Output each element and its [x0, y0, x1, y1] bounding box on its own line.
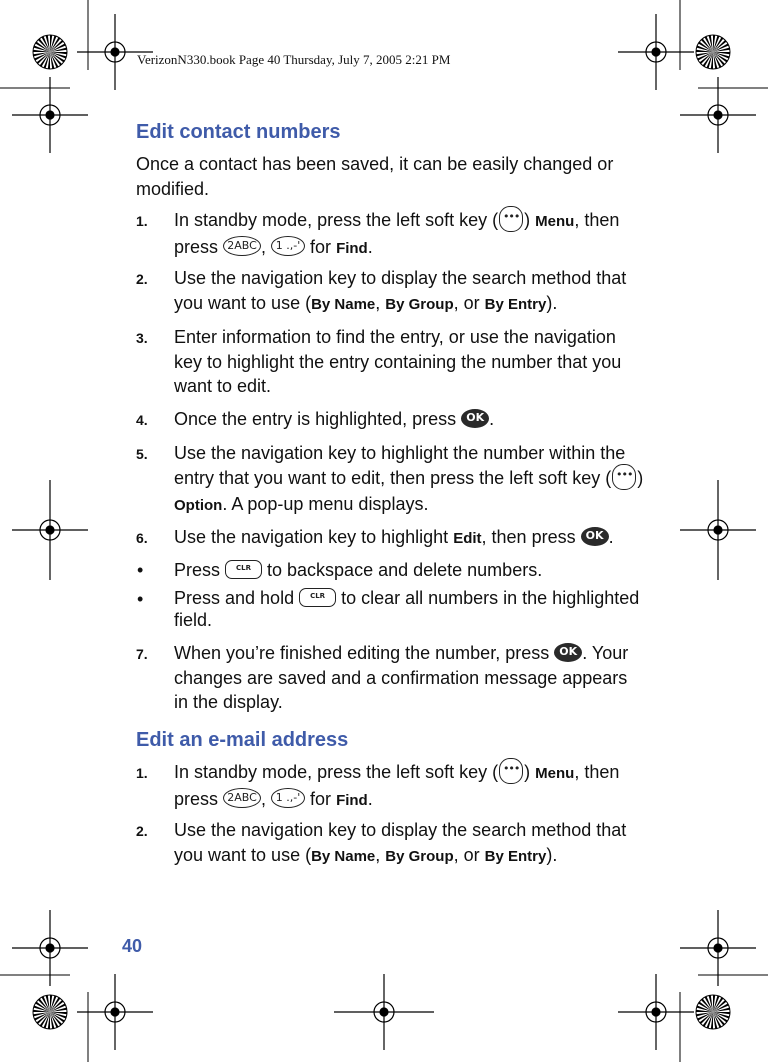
- step-text: Use the navigation key to highlight Edit, then press OK .: [174, 527, 614, 547]
- menu-keyword: Menu: [535, 213, 575, 230]
- bullet-text: Press and hold CLR to clear all numbers in the highlighted field.: [174, 588, 640, 630]
- step-number: 1.: [136, 213, 148, 229]
- step-6: [136, 525, 646, 552]
- step-number: 1.: [136, 765, 148, 781]
- step-number: 2.: [136, 823, 148, 839]
- starburst-mark: [696, 35, 730, 69]
- clr-key-icon: CLR: [299, 588, 336, 607]
- bullet-text: Press CLR to backspace and delete numbers.: [174, 560, 543, 580]
- step-text: Once the entry is highlighted, press OK .: [174, 409, 495, 429]
- step-1: [136, 208, 646, 261]
- by-name-keyword: By Name: [311, 847, 376, 865]
- find-keyword: Find: [336, 791, 368, 809]
- section-intro: Once a contact has been saved, it can be easily changed or modified.: [136, 154, 614, 199]
- bullet-mark: •: [137, 589, 144, 609]
- step-number: 3.: [136, 330, 148, 346]
- bullet-clear-all: [136, 587, 646, 631]
- step-number: 7.: [136, 646, 148, 662]
- step-4: [136, 407, 646, 432]
- step-2: [136, 266, 646, 317]
- ok-key-icon: OK: [581, 527, 609, 546]
- key-1-icon: 1 .,-': [271, 236, 305, 256]
- bullet-mark: •: [137, 560, 144, 580]
- by-entry-keyword: By Entry: [484, 295, 547, 313]
- step-number: 2.: [136, 271, 148, 287]
- key-2-icon: 2ABC: [223, 788, 261, 808]
- email-step-1: [136, 760, 646, 813]
- section-title-edit-email-address: Edit an e-mail address: [136, 729, 349, 751]
- ok-key-icon: OK: [554, 643, 582, 662]
- clr-key-icon: CLR: [225, 560, 262, 579]
- starburst-mark: [33, 995, 67, 1029]
- crosshair-mark: [12, 480, 88, 580]
- crosshair-mark: [618, 14, 694, 90]
- step-number: 4.: [136, 412, 148, 428]
- step-5: [136, 441, 646, 518]
- left-soft-key-icon: •••: [499, 206, 523, 232]
- page-number: 40: [122, 936, 143, 956]
- key-1-icon: 1 .,-': [271, 788, 305, 808]
- by-name-keyword: By Name: [311, 295, 376, 313]
- step-text: When you’re finished editing the number, press OK . Your changes are saved and a confirmation message appears in the display.: [174, 643, 629, 712]
- crosshair-mark: [334, 974, 434, 1050]
- section-title-edit-contact-numbers: Edit contact numbers: [136, 121, 341, 143]
- left-soft-key-icon: •••: [499, 758, 523, 784]
- ok-key-icon: OK: [461, 409, 489, 428]
- starburst-mark: [33, 35, 67, 69]
- email-step-2: [136, 818, 646, 869]
- step-number: 5.: [136, 446, 148, 462]
- crosshair-mark: [618, 974, 694, 1050]
- step-number: 6.: [136, 530, 148, 546]
- left-soft-key-icon: •••: [612, 464, 636, 490]
- key-2-icon: 2ABC: [223, 236, 261, 256]
- by-entry-keyword: By Entry: [484, 847, 547, 865]
- menu-keyword: Menu: [535, 765, 575, 782]
- option-keyword: Option: [174, 496, 223, 514]
- step-text: In standby mode, press the left soft key ( ••• ) Menu, then press 2ABC , 1 .,-' for Find.: [174, 208, 646, 261]
- book-header-note: VerizonN330.book Page 40 Thursday, July 7, 2005 2:21 PM: [137, 52, 451, 67]
- step-text: Use the navigation key to highlight the number within the entry that you want to edit, then press the left soft key ( ••• ) Option. A pop-up menu displays.: [174, 443, 644, 514]
- step-text: Enter information to find the entry, or use the navigation key to highlight the entry containing the number that you want to edit.: [174, 327, 622, 396]
- step-text: In standby mode, press the left soft key ( ••• ) Menu, then press 2ABC , 1 .,-' for Find.: [174, 760, 646, 813]
- step-3: [136, 325, 646, 399]
- starburst-mark: [696, 995, 730, 1029]
- step-text: Use the navigation key to display the search method that you want to use (By Name, By Group, or By Entry).: [174, 820, 627, 865]
- step-7: [136, 641, 646, 715]
- find-keyword: Find: [336, 239, 368, 257]
- edit-keyword: Edit: [453, 530, 482, 547]
- crosshair-mark: [680, 480, 756, 580]
- step-text: Use the navigation key to display the search method that you want to use (By Name, By Group, or By Entry).: [174, 268, 627, 313]
- bullet-backspace: [136, 558, 646, 583]
- by-group-keyword: By Group: [385, 847, 454, 865]
- by-group-keyword: By Group: [385, 295, 454, 313]
